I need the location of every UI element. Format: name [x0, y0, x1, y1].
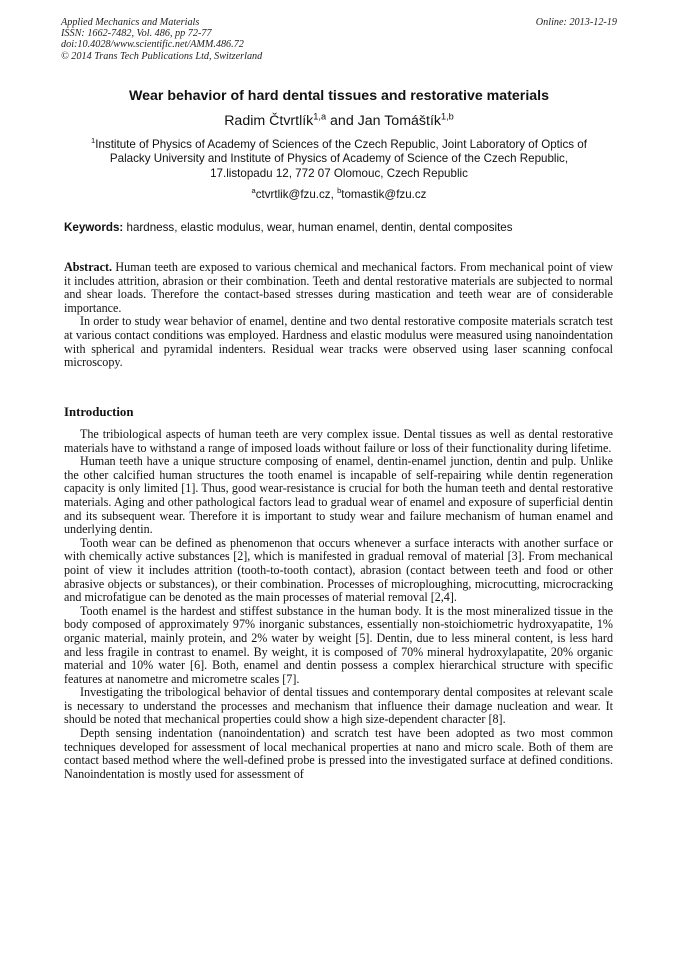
- intro-paragraph: Human teeth have a unique structure composing of enamel, dentin-enamel junction, dentin and pulp. Unlike the other calcified human structures the tooth enamel is incapable of self-repairing while dentin regeneration capacity is only limited [1]. Thus, good wear-resistance is crucial for both the human teeth and dental restorative materials. Aging and other pathological factors lead to gradual wear of enamel and exposure of superficial dentin and its subsequent wear. Therefore it is important to study wear and failure mechanism of human enamel and underlying dentin.: [64, 454, 613, 537]
- affiliation-mark: 1: [91, 136, 96, 146]
- paper-title: Wear behavior of hard dental tissues and restorative materials: [129, 88, 549, 104]
- journal-header: [61, 17, 617, 62]
- intro-paragraph: Investigating the tribological behavior of dental tissues and contemporary dental composites at relevant scale is necessary to understand the processes and mechanism that influence their damage nucleation and wear. It should be noted that mechanical properties could show a high size-dependent character [8].: [64, 685, 613, 727]
- intro-paragraph: Tooth enamel is the hardest and stiffest substance in the human body. It is the most mineralized tissue in the body composed of approximately 97% inorganic substances, essentially non-stoichiometric hydroxyapatite, 1% organic material, mainly protein, and 2% water by weight [5]. Dentin, due to less mineral content, is less hard and less fragile in contrast to enamel. By weight, it is composed of 70% mineral hydroxylapatite, 20% organic material and 10% water [6]. Both, enamel and dentin possess a complex hierarchical structure with specific features at nanometre and micrometre scales [7].: [64, 603, 613, 686]
- abstract-paragraph-1: [64, 261, 613, 315]
- abstract-paragraph-2: In order to study wear behavior of enamel, dentine and two dental restorative composite materials scratch test at various contact conditions was employed. Hardness and elastic modulus were measured using nanoindentation with spherical and pyramidal indenters. Residual wear tracks were observed using laser scanning confocal microscopy.: [64, 314, 613, 370]
- author-2: Jan Tomáštík: [357, 113, 441, 129]
- abstract: [64, 261, 613, 370]
- email-a: ctvrtlik@fzu.cz,: [255, 188, 334, 201]
- abstract-text-1: Human teeth are exposed to various chemical and mechanical factors. From mechanical point of view it includes attrition, abrasion or their combination. Teeth and dental restorative materials are subjected to normal and shear loads. Therefore the contact-based stresses during mastication and teeth wear are of considerable importance.: [64, 260, 614, 315]
- affiliation-line-1: Institute of Physics of Academy of Sciences of the Czech Republic, Joint Laboratory of Optics of: [95, 138, 587, 151]
- journal-name: Applied Mechanics and Materials: [61, 17, 200, 28]
- intro-paragraph: Depth sensing indentation (nanoindentation) and scratch test have been adopted as two most common techniques developed for assessment of local mechanical properties at nano and micro scale. Both of them are contact based method where the well-defined probe is pressed into the investigated surface at defined conditions. Nanoindentation is mostly used for assessment of: [64, 726, 613, 781]
- affiliation-line-3: 17.listopadu 12, 772 07 Olomouc, Czech Republic: [210, 166, 468, 180]
- email-b-mark: b: [337, 186, 342, 196]
- author-conjunction: and: [326, 113, 358, 129]
- issn-line: ISSN: 1662-7482, Vol. 486, pp 72-77: [61, 28, 212, 40]
- author-2-affiliation-mark: 1,b: [440, 111, 454, 122]
- section-heading-introduction: Introduction: [64, 405, 134, 419]
- affiliation-line-2: Palacky University and Institute of Physics of Academy of Science of the Czech Republic,: [109, 152, 569, 166]
- author-1: Radim Čtvrtlík: [224, 113, 314, 129]
- keywords-text: hardness, elastic modulus, wear, human enamel, dentin, dental composites: [126, 221, 513, 234]
- intro-paragraph: The tribiological aspects of human teeth are very complex issue. Dental tissues as well as dental restorative materials have to withstand a range of imposed loads without failure or loss of their functionality during lifetime.: [64, 427, 613, 455]
- author-line: [40, 113, 638, 129]
- introduction-body: [64, 428, 613, 781]
- doi-line: doi:10.4028/www.scientific.net/AMM.486.72: [61, 39, 244, 51]
- keywords: [64, 221, 620, 234]
- author-1-affiliation-mark: 1,a: [313, 111, 327, 122]
- intro-paragraph: Tooth wear can be defined as phenomenon that occurs whenever a surface interacts with another surface or with chemically active substances [2], which is manifested in gradual removal of material [3]. From mechanical point of view it includes attrition (tooth-to-tooth contact), abrasion (contact between teeth and food or other abrasive objects or substances), or their combination. Processes of microploughing, microcutting, microcracking and microfatigue can be denoted as the main processes of material removal [2,4].: [64, 535, 613, 605]
- email-line: [40, 188, 638, 201]
- affiliation-block: [40, 138, 638, 181]
- abstract-label: Abstract.: [64, 260, 113, 274]
- email-b: tomastik@fzu.cz: [341, 188, 427, 201]
- online-date: Online: 2013-12-19: [535, 17, 617, 28]
- copyright-line: © 2014 Trans Tech Publications Ltd, Switzerland: [61, 50, 263, 62]
- email-a-mark: a: [251, 186, 256, 196]
- keywords-label: Keywords:: [64, 221, 124, 234]
